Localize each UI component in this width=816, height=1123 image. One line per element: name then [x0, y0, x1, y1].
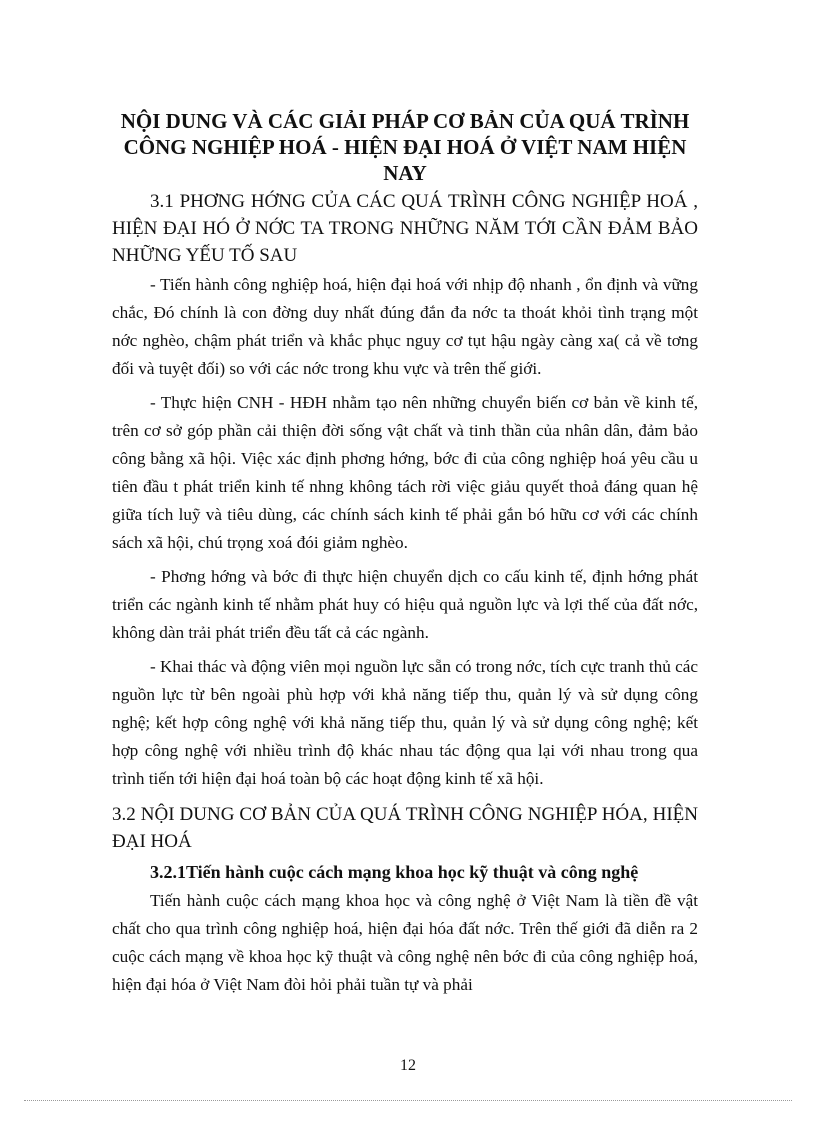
footer-divider: [24, 1100, 792, 1101]
section-3-1-paragraph-3: - Phơng hớng và bớc đi thực hiện chuyển dịch co cấu kinh tế, định hớng phát triển các ngành kinh tế nhằm phát huy có hiệu quả nguồn lực và lợi thế của đất nớc, không dàn trải phát triển đều tất cả các ngành.: [112, 567, 698, 642]
section-3-1-paragraph-2: - Thực hiện CNH - HĐH nhằm tạo nên những chuyển biến cơ bản về kinh tế, trên cơ sở góp phần cải thiện đời sống vật chất và tinh thần của nhân dân, đảm bảo công bằng xã hội. Việc xác định phơng hớng, bớc đi của công nghiệp hoá yêu cầu u tiên đầu t phát triển kinh tế nhng không tách rời việc giảu quyết thoả đáng quan hệ giữa tích luỹ và tiêu dùng, các chính sách kinh tế phải gắn bó hữu cơ với các chính sách xã hội, chú trọng xoá đói giảm nghèo.: [112, 393, 698, 552]
document-page: [112, 108, 698, 999]
section-3-1-paragraph-1: - Tiến hành công nghiệp hoá, hiện đại hoá với nhịp độ nhanh , ổn định và vững chắc, Đó chính là con đờng duy nhất đúng đắn đa nớc ta thoát khỏi tình trạng một nớc nghèo, chậm phát triển và khắc phục nguy cơ tụt hậu ngày càng xa( cả về tơng đối và tuyệt đối) so với các nớc trong khu vực và trên thế giới.: [112, 275, 698, 378]
page-number: 12: [400, 1057, 416, 1074]
section-3-2-heading: 3.2 NỘI DUNG CƠ BẢN CỦA QUÁ TRÌNH CÔNG NGHIỆP HÓA, HIỆN ĐẠI HOÁ: [112, 804, 698, 852]
page-title: NỘI DUNG VÀ CÁC GIẢI PHÁP CƠ BẢN CỦA QUÁ TRÌNH CÔNG NGHIỆP HOÁ - HIỆN ĐẠI HOÁ Ở VIỆT NAM HIỆN NAY: [120, 109, 690, 185]
section-3-1-heading: [112, 188, 698, 269]
section-3-1-paragraph-4: - Khai thác và động viên mọi nguồn lực sẵn có trong nớc, tích cực tranh thủ các nguồn lực từ bên ngoài phù hợp với khả năng tiếp thu, quản lý và sử dụng công nghệ; kết hợp công nghệ với khả năng tiếp thu, quản lý và sử dụng công nghệ; kết hợp công nghệ với nhiều trình độ khác nhau tác động qua lại với nhau trong qua trình tiến tới hiện đại hoá toàn bộ các hoạt động kinh tế xã hội.: [112, 657, 698, 788]
subsection-3-2-1-heading: 3.2.1Tiến hành cuộc cách mạng khoa học kỹ thuật và công nghệ: [150, 862, 639, 882]
section-3-1-heading-text: 3.1 PHƠNG HỚNG CỦA CÁC QUÁ TRÌNH CÔNG NGHIỆP HOÁ , HIỆN ĐẠI HÓ Ở NỚC TA TRONG NHỮNG NĂM TỚI CẦN ĐẢM BẢO NHỮNG YẾU TỐ SAU: [112, 191, 698, 266]
subsection-3-2-1-paragraph-1: Tiến hành cuộc cách mạng khoa học và công nghệ ở Việt Nam là tiền đề vật chất cho qua trình công nghiệp hoá, hiện đại hóa đất nớc. Trên thế giới đã diễn ra 2 cuộc cách mạng về khoa học kỹ thuật và công nghệ nên bớc đi của công nghiệp hoá, hiện đại hóa ở Việt Nam đòi hỏi phải tuần tự và phải: [112, 891, 698, 994]
